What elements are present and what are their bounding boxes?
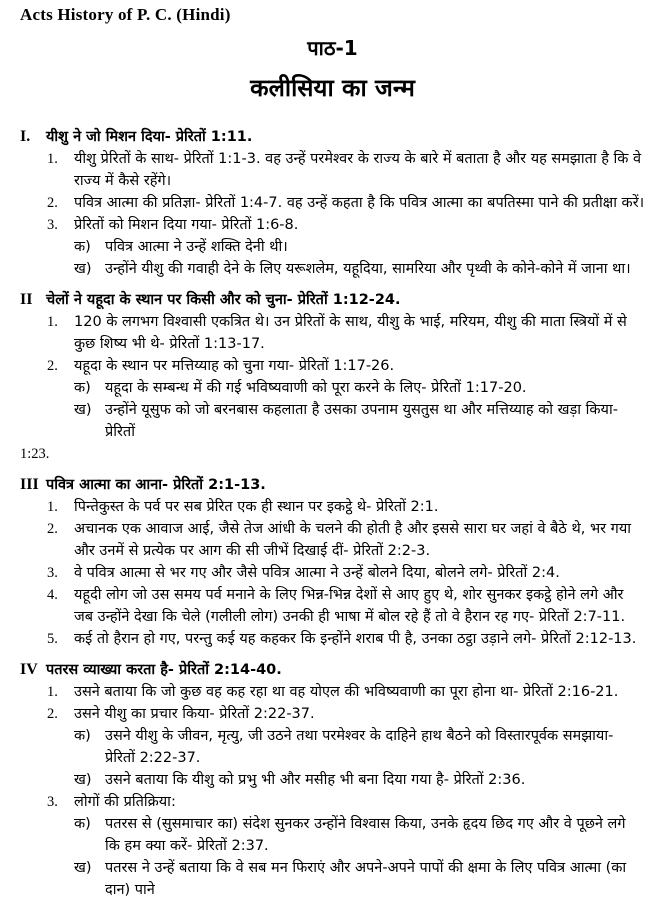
sub-list-item — [20, 377, 645, 399]
section-heading — [20, 126, 645, 148]
subitem-label: ख) — [74, 860, 92, 876]
list-item — [20, 703, 645, 725]
subitem-text: यहूदा के सम्बन्ध में की गई भविष्यवाणी को पूरा करने के लिए- प्रेरितों 1:17-20. — [105, 380, 527, 396]
section-3 — [20, 474, 645, 650]
list-item — [20, 496, 645, 518]
subitem-label: ख) — [74, 261, 92, 277]
continuation-line: 1:23. — [20, 446, 50, 462]
sub-list-item — [20, 813, 645, 857]
item-text: पिन्तेकुस्त के पर्व पर सब प्रेरित एक ही स्थान पर इकट्ठे थे- प्रेरितों 2:1. — [74, 499, 439, 515]
item-number: 2. — [47, 521, 58, 537]
sub-list-item — [20, 857, 645, 901]
item-text: वे पवित्र आत्मा से भर गए और जैसे पवित्र आत्मा ने उन्हें बोलने दिया, बोलने लगे- प्रेरितों 2:4. — [74, 565, 560, 581]
subitem-text: उन्होंने यीशु की गवाही देने के लिए यरूशलेम, यहूदिया, सामरिया और पृथ्वी के कोने-कोने में जाना था। — [105, 261, 631, 277]
list-item — [20, 584, 645, 628]
item-number: 2. — [47, 706, 58, 722]
item-number: 5. — [47, 631, 58, 647]
item-number: 3. — [47, 565, 58, 581]
section-heading-text: यीशु ने जो मिशन दिया- प्रेरितों 1:11. — [46, 129, 253, 145]
item-number: 2. — [47, 195, 58, 211]
sub-list-item — [20, 399, 645, 443]
section-1 — [20, 126, 645, 280]
item-text: उसने बताया कि जो कुछ वह कह रहा था वह योएल की भविष्यवाणी का पूरा होना था- प्रेरितों 2:16-21. — [74, 684, 619, 700]
lesson-number: पाठ-1 — [307, 36, 358, 60]
item-text: पवित्र आत्मा की प्रतिज्ञा- प्रेरितों 1:4-7. वह उन्हें कहता है कि पवित्र आत्मा का बपतिस्मा पाने की प्रतीक्षा करें। — [74, 195, 645, 211]
subitem-text: उन्होंने यूसुफ को जो बरनबास कहलाता है उसका उपनाम युसतुस था और मत्तिय्याह को खड़ा किया- प्रेरितों — [105, 402, 618, 440]
subitem-text: पतरस ने उन्हें बताया कि वे सब मन फिराएं और अपने-अपने पापों की क्षमा के लिए पवित्र आत्मा (का दान) पाने — [105, 860, 627, 898]
list-item — [20, 192, 645, 214]
list-item — [20, 518, 645, 562]
subitem-label: क) — [74, 816, 91, 832]
item-text: उसने यीशु का प्रचार किया- प्रेरितों 2:22-37. — [74, 706, 315, 722]
item-text: यहूदी लोग जो उस समय पर्व मनाने के लिए भिन्न-भिन्न देशों से आए हुए थे, शोर सुनकर इकट्ठे होने लगे और जब उन्होंने देखा कि चेले (गलीली लोग) उनकी ही भाषा में बोल रहे हैं तो वे हैरान रह गए- प्रेरितों 2:7-11. — [74, 587, 626, 625]
list-item — [20, 681, 645, 703]
item-text: यहूदा के स्थान पर मत्तिय्याह को चुना गया- प्रेरितों 1:17-26. — [74, 358, 395, 374]
list-item — [20, 355, 645, 377]
item-number: 2. — [47, 358, 58, 374]
item-text: 120 के लगभग विश्वासी एकत्रित थे। उन प्रेरितों के साथ, यीशु के भाई, मरियम, यीशु की माता स्त्रियों में से कुछ शिष्य भी थे- प्रेरितों 1:13-17. — [74, 314, 627, 352]
section-heading-text: चेलों ने यहूदा के स्थान पर किसी और को चुना- प्रेरितों 1:12-24. — [46, 292, 401, 308]
item-text: कई तो हैरान हो गए, परन्तु कई यह कहकर कि इन्होंने शराब पी है, उनका ठट्ठा उड़ाने लगे- प्रेरितों 2:12-13. — [74, 631, 637, 647]
list-item — [20, 214, 645, 236]
item-number: 1. — [47, 314, 58, 330]
sub-list-item — [20, 236, 645, 258]
section-numeral: II — [20, 291, 33, 308]
list-item — [20, 562, 645, 584]
section-4 — [20, 659, 645, 901]
subitem-text: उसने यीशु के जीवन, मृत्यु, जी उठने तथा परमेश्वर के दाहिने हाथ बैठने को विस्तारपूर्वक समझाया- प्रेरितों 2:22-37. — [105, 728, 614, 766]
item-number: 1. — [47, 499, 58, 515]
subitem-text: उसने बताया कि यीशु को प्रभु भी और मसीह भी बना दिया गया है- प्रेरितों 2:36. — [105, 772, 526, 788]
sub-list-item — [20, 258, 645, 280]
section-numeral: IV — [20, 661, 38, 678]
item-text: लोगों की प्रतिक्रिया: — [74, 794, 176, 810]
item-number: 4. — [47, 587, 58, 603]
lesson-title: कलीसिया का जन्म — [250, 74, 415, 102]
section-heading — [20, 659, 645, 681]
subitem-label: क) — [74, 380, 91, 396]
item-number: 1. — [47, 151, 58, 167]
list-item — [20, 628, 645, 650]
item-text: प्रेरितों को मिशन दिया गया- प्रेरितों 1:6-8. — [74, 217, 299, 233]
section-heading-text: पतरस व्याख्या करता है- प्रेरितों 2:14-40. — [46, 662, 282, 678]
section-heading — [20, 474, 645, 496]
subitem-label: क) — [74, 239, 91, 255]
section-heading — [20, 289, 645, 311]
item-text: यीशु प्रेरितों के साथ- प्रेरितों 1:1-3. वह उन्हें परमेश्वर के राज्य के बारे में बताता है और यह समझाता है कि वे राज्य में कैसे रहेंगे। — [74, 151, 642, 189]
item-number: 3. — [47, 217, 58, 233]
subitem-label: ख) — [74, 402, 92, 418]
sub-list-item — [20, 769, 645, 791]
section-numeral: III — [20, 476, 39, 493]
list-item — [20, 311, 645, 355]
sub-list-item — [20, 725, 645, 769]
section-2 — [20, 289, 645, 465]
list-item — [20, 148, 645, 192]
section-numeral: I. — [20, 128, 31, 145]
item-number: 1. — [47, 684, 58, 700]
subitem-label: क) — [74, 728, 91, 744]
subitem-text: पवित्र आत्मा ने उन्हें शक्ति देनी थी। — [105, 239, 288, 255]
subitem-text: पतरस से (सुसमाचार का) संदेश सुनकर उन्होंने विश्वास किया, उनके हृदय छिद गए और वे पूछने लगे कि हम क्या करें- प्रेरितों 2:37. — [105, 816, 626, 854]
item-text: अचानक एक आवाज आई, जैसे तेज आंधी के चलने की होती है और इससे सारा घर जहां वे बैठे थे, भर गया और उनमें से प्रत्येक पर आग की सी जीभें दिखाई दीं- प्रेरितों 2:2-3. — [74, 521, 632, 559]
item-number: 3. — [47, 794, 58, 810]
document-body — [20, 126, 645, 901]
list-item — [20, 791, 645, 813]
section-heading-text: पवित्र आत्मा का आना- प्रेरितों 2:1-13. — [46, 477, 266, 493]
subitem-label: ख) — [74, 772, 92, 788]
document-header-title: Acts History of P. C. (Hindi) — [20, 5, 231, 24]
